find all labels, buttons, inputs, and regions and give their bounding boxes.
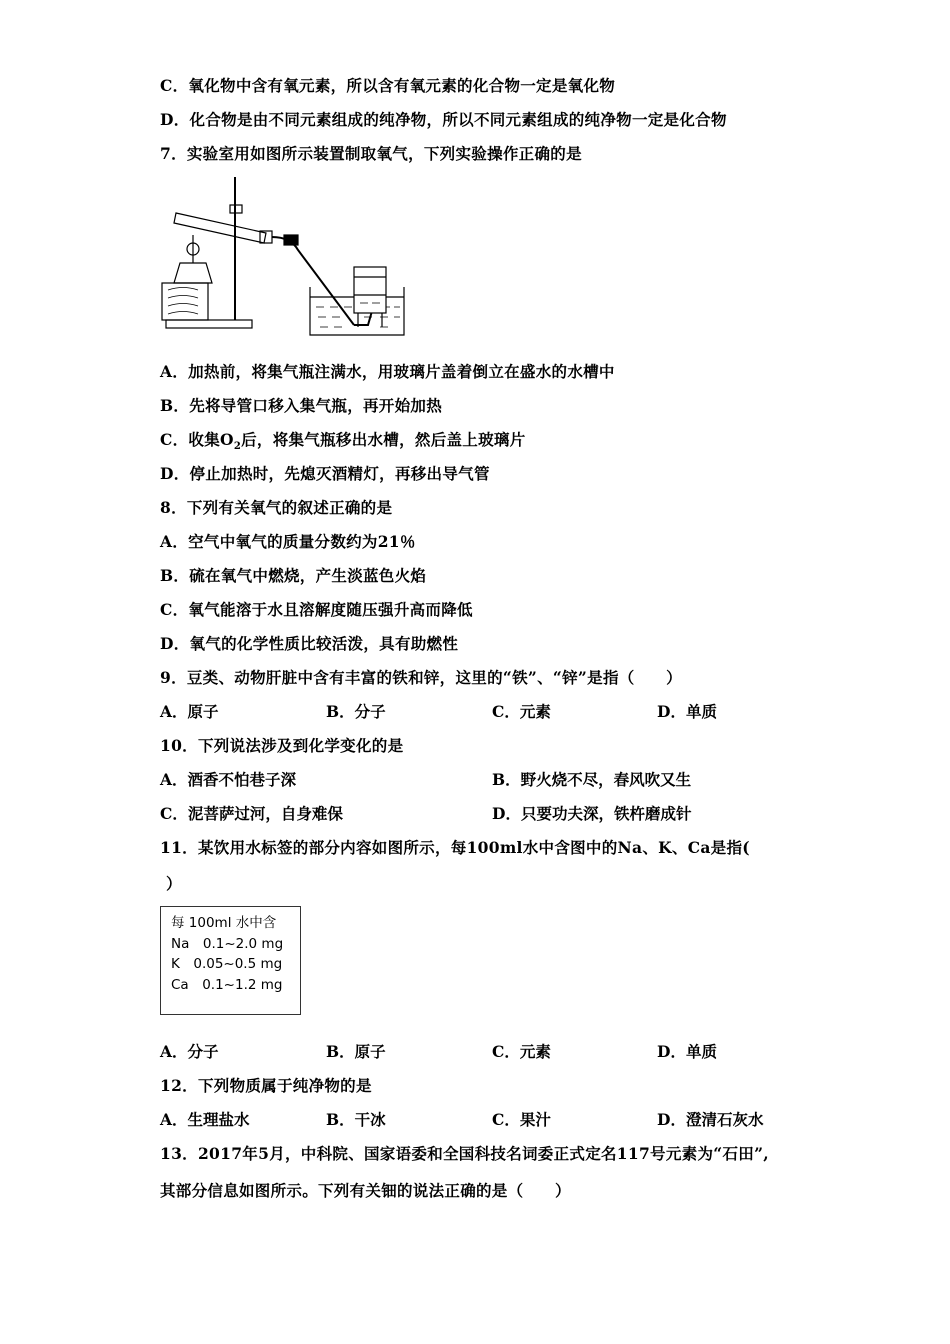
q7-option-d: D．停止加热时，先熄灭酒精灯，再移出导气管 (160, 464, 490, 483)
q8-stem: 8．下列有关氧气的叙述正确的是 (160, 498, 393, 517)
q9-option: C．元素 (492, 702, 551, 721)
water-label-box (160, 906, 301, 1015)
q11-stem: 11．某饮用水标签的部分内容如图所示，每100ml水中含图中的Na、K、Ca是指( (160, 838, 750, 857)
q6-option-d: D．化合物是由不同元素组成的纯净物，所以不同元素组成的纯净物一定是化合物 (160, 110, 727, 129)
q9-option: A．原子 (160, 702, 219, 721)
q8-option-d: D．氧气的化学性质比较活泼，具有助燃性 (160, 634, 459, 653)
q9-stem: 9．豆类、动物肝脏中含有丰富的铁和锌，这里的“铁”、“锌”是指（ ） (160, 668, 682, 687)
q13-stem: 13．2017年5月，中科院、国家语委和全国科技名词委正式定名117号元素为“石田”, (160, 1144, 769, 1163)
q8-option-c: C．氧气能溶于水且溶解度随压强升高而降低 (160, 600, 473, 619)
label-title: 每 100ml 水中含 (171, 915, 277, 931)
q11-option: D．单质 (657, 1042, 717, 1061)
q9-option: B．分子 (326, 702, 386, 721)
label-row-k: K 0.05~0.5 mg (171, 956, 283, 972)
q7-option-c (160, 430, 526, 457)
q7-option-b: B．先将导管口移入集气瓶，再开始加热 (160, 396, 443, 415)
oxygen-apparatus-figure (158, 175, 418, 337)
q11-option: C．元素 (492, 1042, 551, 1061)
q10-option: C．泥菩萨过河，自身难保 (160, 804, 343, 823)
q8-option-b: B．硫在氧气中燃烧，产生淡蓝色火焰 (160, 566, 427, 585)
q13-stem-2: 其部分信息如图所示。下列有关钿的说法正确的是（ ） (160, 1181, 571, 1200)
label-row-ca: Ca 0.1~1.2 mg (171, 976, 283, 993)
q10-stem: 10．下列说法涉及到化学变化的是 (160, 736, 404, 755)
q7-stem: 7．实验室用如图所示装置制取氧气，下列实验操作正确的是 (160, 144, 582, 163)
q8-option-a: A．空气中氧气的质量分数约为21％ (160, 532, 416, 551)
q7c-post: 后，将集气瓶移出水槽，然后盖上玻璃片 (241, 430, 526, 449)
q12-option: C．果汁 (492, 1110, 551, 1129)
q6-option-c: C．氧化物中含有氧元素，所以含有氧元素的化合物一定是氧化物 (160, 76, 616, 95)
q10-option: D．只要功夫深，铁杵磨成针 (492, 804, 692, 823)
q9-option: D．单质 (657, 702, 717, 721)
label-row-na: Na 0.1~2.0 mg (171, 935, 284, 952)
q7c-sub: 2 (233, 441, 242, 453)
q12-stem: 12．下列物质属于纯净物的是 (160, 1076, 372, 1095)
q11-stem-close: ） (166, 874, 182, 893)
q7c-pre: C．收集O (160, 430, 234, 449)
q12-option: A．生理盐水 (160, 1110, 250, 1129)
q10-option: B．野火烧不尽，春风吹又生 (492, 770, 692, 789)
q12-option: B．干冰 (326, 1110, 386, 1129)
q12-option: D．澄清石灰水 (657, 1110, 764, 1129)
q11-option: B．原子 (326, 1042, 386, 1061)
q10-option: A．酒香不怕巷子深 (160, 770, 297, 789)
q7-option-a: A．加热前，将集气瓶注满水，用玻璃片盖着倒立在盛水的水槽中 (160, 362, 615, 381)
q11-option: A．分子 (160, 1042, 219, 1061)
